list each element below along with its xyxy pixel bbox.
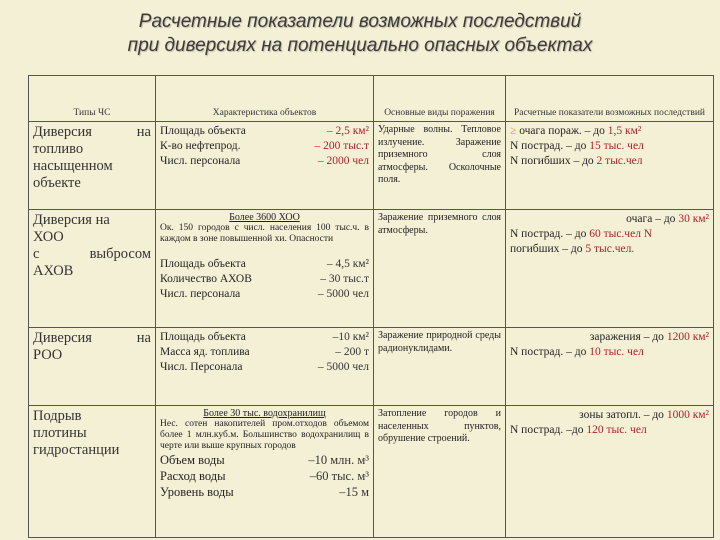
cons-text: N пострад. – до <box>510 346 590 358</box>
header-consequences: Расчетные показатели возможных последствий <box>506 76 714 122</box>
char-value: –15 м <box>339 485 369 499</box>
cons-text: зоны затопл. – до <box>579 409 667 421</box>
type-cell <box>29 210 156 328</box>
chars-heading: Более 30 тыс. водохранилищ <box>203 408 326 419</box>
char-label: Объем воды <box>160 453 225 467</box>
char-value: –10 млн. м³ <box>308 453 369 467</box>
cons-text: заражения – до <box>589 331 667 343</box>
cons-text: N пострад. – до <box>510 140 590 152</box>
chars-heading: Более 3600 ХОО <box>229 212 300 223</box>
char-label: Числ. Персонала <box>160 361 243 373</box>
char-label: Площадь объекта <box>160 125 246 137</box>
char-value: – 5000 чел <box>317 361 369 373</box>
char-value: – 200 т <box>335 346 369 358</box>
table-row <box>29 210 714 328</box>
type-line: Диверсия на <box>33 212 110 228</box>
consequences-cell <box>506 406 714 538</box>
cons-value: 1000 км² <box>666 409 709 421</box>
char-label: Уровень воды <box>160 485 234 499</box>
cons-value: 120 тыс. чел <box>586 424 647 436</box>
cons-value: 2 тыс.чел <box>596 155 643 167</box>
type-line: Подрыв <box>33 408 82 424</box>
char-value: – 5000 чел <box>317 288 369 300</box>
header-row <box>29 76 714 122</box>
char-value: – 4,5 км² <box>326 258 369 270</box>
title-line-1: Расчетные показатели возможных последствий <box>138 11 582 32</box>
char-value: – 2000 чел <box>317 155 369 167</box>
char-label: Количество АХОВ <box>160 273 252 285</box>
table-row <box>29 406 714 538</box>
type-line: ХОО <box>33 229 64 245</box>
char-label: Числ. персонала <box>160 288 241 300</box>
consequences-table <box>28 75 714 538</box>
damage-cell: Ударные волны. Тепловое излучение. Заражение приземного слоя атмосферы. Осколочные поля. <box>374 122 506 210</box>
page-title <box>0 10 720 58</box>
chars-note: Нес. сотен накопителей пром.отходов объемом более 1 млн.куб.м. Большинство водохранилищ в черте или выше крупных городов <box>160 419 369 451</box>
cons-text: погибших – до <box>510 243 586 255</box>
type-line: насыщенном <box>33 158 113 174</box>
title-line-2: при диверсиях на потенциально опасных объектах <box>127 35 593 56</box>
type-line: топливо <box>33 141 84 157</box>
cons-text: N пострад. – до <box>510 228 590 240</box>
char-label: Числ. персонала <box>160 155 241 167</box>
damage-cell: Затопление городов и населенных пунктов, обрушение строений. <box>374 406 506 538</box>
type-line: РОО <box>33 347 63 363</box>
char-value: – 200 тыс.т <box>314 140 369 152</box>
cons-value: 60 тыс.чел N <box>589 228 653 240</box>
type-line: Диверсия на <box>33 330 151 346</box>
header-damage: Основные виды поражения <box>374 76 506 122</box>
type-cell <box>29 122 156 210</box>
damage-cell: Заражение природной среды радионуклидами. <box>374 328 506 406</box>
char-label: Расход воды <box>160 469 226 483</box>
char-label: Масса яд. топлива <box>160 346 250 358</box>
char-value: – 2,5 км² <box>326 125 369 137</box>
cons-value: 5 тыс.чел. <box>585 243 635 255</box>
damage-cell: Заражение приземного слоя атмосферы. <box>374 210 506 328</box>
cons-value: 10 тыс. чел <box>589 346 644 358</box>
type-line: плотины <box>33 425 87 441</box>
chars-note: Ок. 150 городов с числ. населения 100 тыс.ч. в каждом в зоне повышенной хи. Опасности <box>160 223 369 244</box>
cons-value: 30 км² <box>678 213 709 225</box>
type-line: объекте <box>33 175 81 191</box>
consequences-cell <box>506 210 714 328</box>
char-label: Площадь объекта <box>160 258 246 270</box>
type-line: АХОВ <box>33 263 74 279</box>
arrow-icon: ≥ <box>510 125 520 137</box>
type-cell <box>29 406 156 538</box>
chars-cell <box>156 210 374 328</box>
char-value: – 30 тыс.т <box>320 273 369 285</box>
cons-text: очага пораж. – до <box>519 125 608 137</box>
cons-value: 1,5 км² <box>607 125 642 137</box>
type-cell <box>29 328 156 406</box>
table-row <box>29 122 714 210</box>
consequences-cell <box>506 122 714 210</box>
cons-text: очага – до <box>626 213 679 225</box>
consequences-cell <box>506 328 714 406</box>
char-value: –60 тыс. м³ <box>309 469 369 483</box>
chars-cell <box>156 122 374 210</box>
char-label: К-во нефтепрод. <box>160 140 241 152</box>
type-line: гидростанции <box>33 442 120 458</box>
char-value: –10 км² <box>332 331 369 343</box>
char-label: Площадь объекта <box>160 331 246 343</box>
type-line: Диверсия на <box>33 124 151 140</box>
chars-cell <box>156 328 374 406</box>
header-types: Типы ЧС <box>29 76 156 122</box>
header-chars: Характеристика объектов <box>156 76 374 122</box>
cons-text: N пострад. –до <box>510 424 587 436</box>
type-line: с выбросом <box>33 246 151 262</box>
cons-value: 1200 км² <box>666 331 709 343</box>
cons-value: 15 тыс. чел <box>589 140 644 152</box>
table-row <box>29 328 714 406</box>
chars-cell <box>156 406 374 538</box>
cons-text: N погибших – до <box>510 155 597 167</box>
